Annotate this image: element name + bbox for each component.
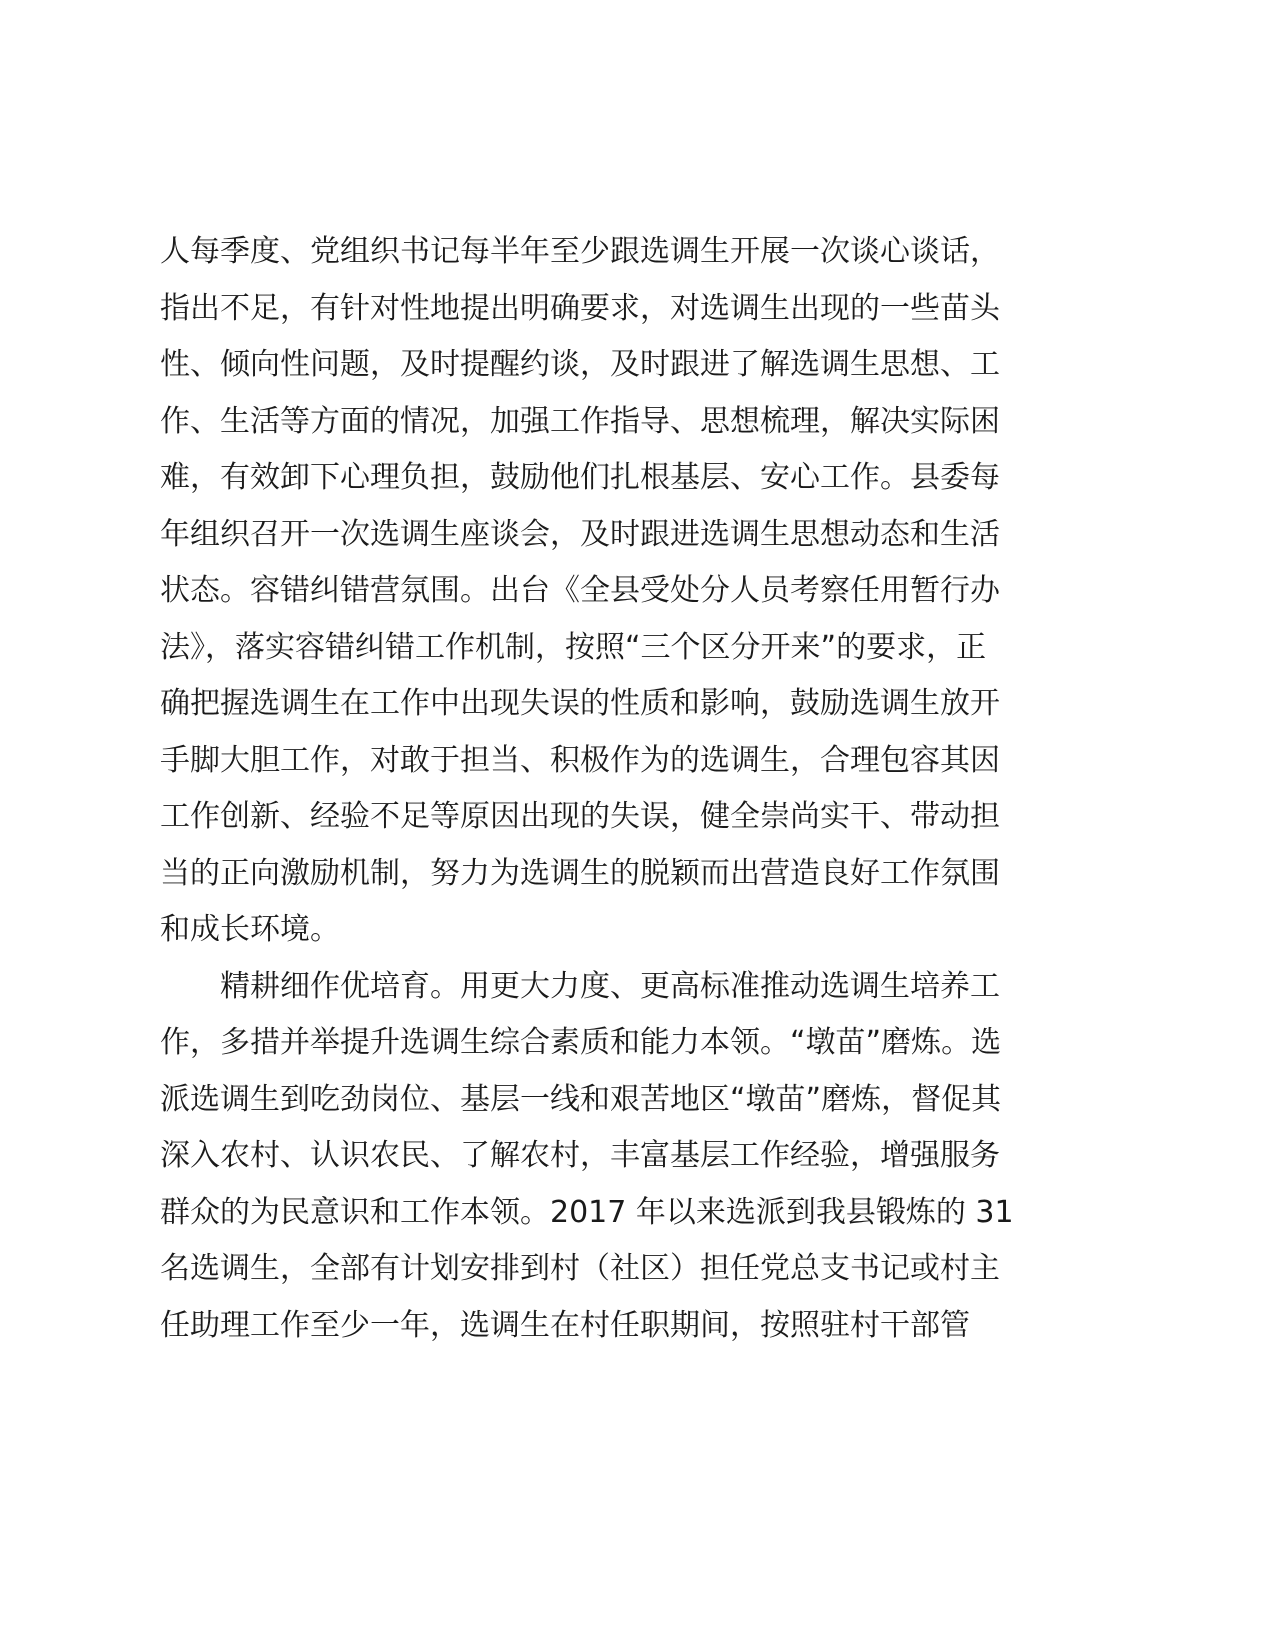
text-line: 作，多措并举提升选调生综合素质和能力本领。“墩苗”磨炼。选 [160,1025,1002,1060]
text-line: 派选调生到吃劲岗位、基层一线和艰苦地区“墩苗”磨炼，督促其 [160,1081,1002,1117]
text-line: 法》，落实容错纠错工作机制，按照“三个区分开来”的要求，正 [160,629,987,665]
text-line: 深入农村、认识农民、了解农村，丰富基层工作经验，增强服务 [160,1138,1000,1173]
body-text [160,224,1080,1354]
text-line: 群众的为民意识和工作本领。2017 年以来选派到我县锻炼的 31 [160,1194,1014,1230]
text-line: 和成长环境。 [160,912,340,947]
text-line: 人每季度、党组织书记每半年至少跟选调生开展一次谈心谈话， [160,234,1000,269]
text-line: 年组织召开一次选调生座谈会，及时跟进选调生思想动态和生活 [160,516,1000,552]
text-line: 名选调生，全部有计划安排到村（社区）担任党总支书记或村主 [160,1251,1000,1286]
text-line: 性、倾向性问题，及时提醒约谈，及时跟进了解选调生思想、工 [160,347,1000,382]
text-line: 工作创新、经验不足等原因出现的失误，健全崇尚实干、带动担 [160,799,1000,834]
paragraph-first-line: 精耕细作优培育。用更大力度、更高标准推动选调生培养工 [220,968,1000,1004]
text-line: 任助理工作至少一年，选调生在村任职期间，按照驻村干部管 [160,1307,970,1343]
text-line: 确把握选调生在工作中出现失误的性质和影响，鼓励选调生放开 [160,686,1000,721]
text-line: 作、生活等方面的情况，加强工作指导、思想梳理，解决实际困 [160,403,1000,439]
text-line: 手脚大胆工作，对敢于担当、积极作为的选调生，合理包容其因 [160,742,1000,778]
text-line: 当的正向激励机制，努力为选调生的脱颖而出营造良好工作氛围 [160,855,1000,891]
text-line: 状态。容错纠错营氛围。出台《全县受处分人员考察任用暂行办 [160,573,1000,608]
text-line: 指出不足，有针对性地提出明确要求，对选调生出现的一些苗头 [160,290,1000,326]
text-line: 难，有效卸下心理负担，鼓励他们扎根基层、安心工作。县委每 [160,460,1000,495]
